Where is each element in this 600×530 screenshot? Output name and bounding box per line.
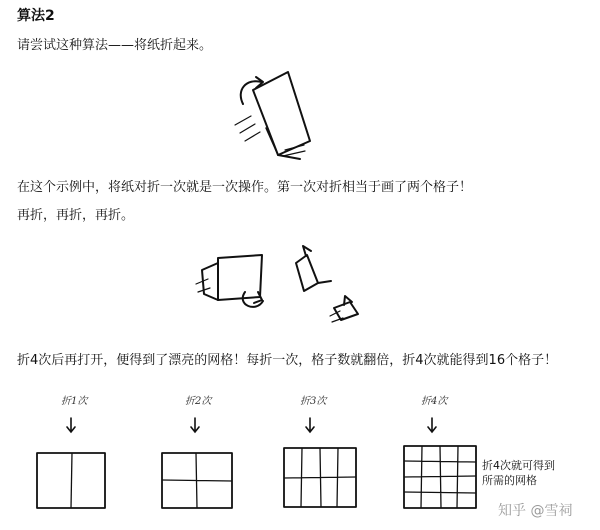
fold-label-4: 折4次 — [421, 396, 448, 407]
arrow-down-icon — [306, 418, 314, 432]
watermark: 知乎 @雪祠 — [498, 503, 573, 519]
side-note-line-1: 折4次就可得到 — [482, 459, 555, 472]
arrow-down-icon — [67, 418, 75, 432]
arrow-down-icon — [428, 418, 436, 432]
section-title: 算法2 — [17, 8, 55, 24]
paragraph-fold-again: 再折，再折，再折。 — [17, 208, 135, 223]
grid-side-note — [482, 458, 555, 488]
paragraph-unfold-grid: 折4次后再打开，便得到了漂亮的网格！每折一次，格子数就翻倍，折4次就能得到16个格子！ — [17, 353, 558, 368]
fold-label-2: 折2次 — [185, 396, 212, 407]
fold-label-1: 折1次 — [61, 396, 88, 407]
side-note-line-2: 所需的网格 — [482, 474, 537, 487]
intro-text: 请尝试这种算法——将纸折起来。 — [17, 38, 213, 53]
paragraph-fold-once: 在这个示例中，将纸对折一次就是一次操作。第一次对折相当于画了两个格子！ — [17, 180, 473, 195]
arrow-down-icon — [191, 418, 199, 432]
fold-label-3: 折3次 — [300, 396, 327, 407]
